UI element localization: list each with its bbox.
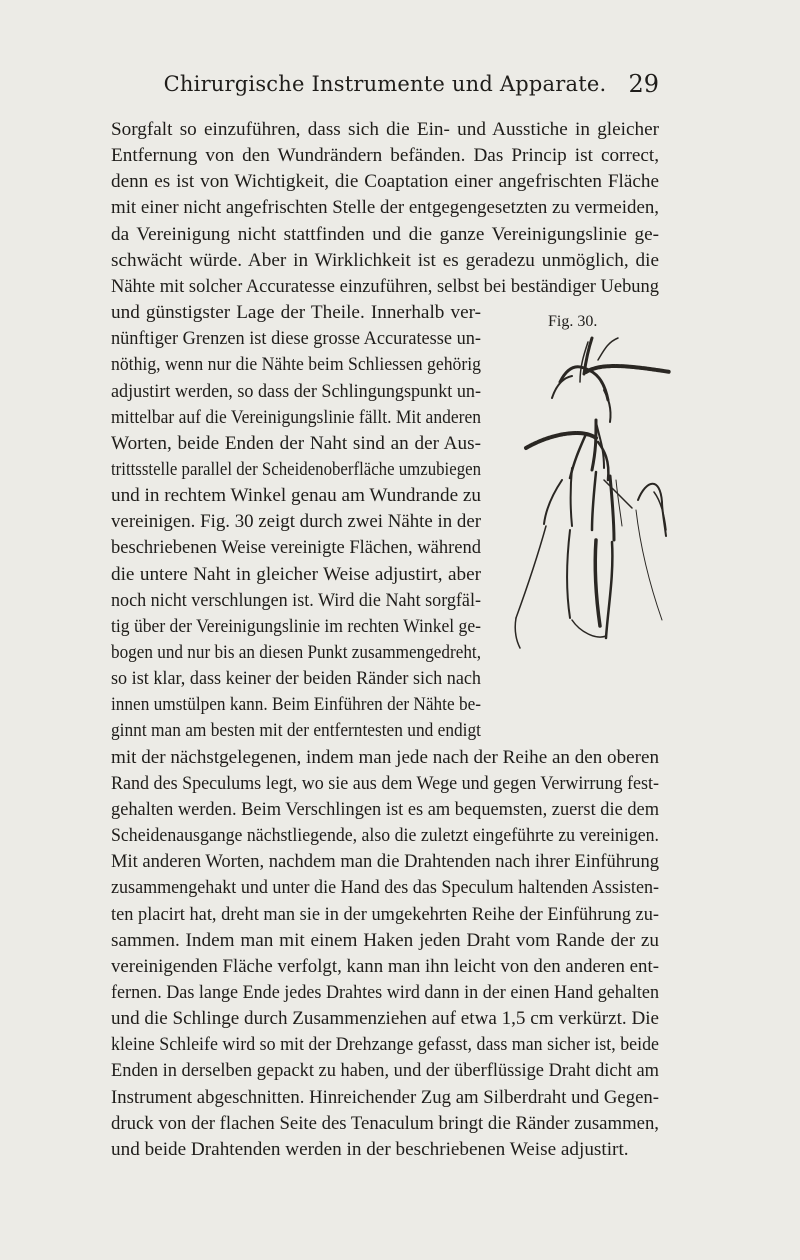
text-line: schwächt würde. Aber in Wirklichkeit ist es geradezu unmöglich, die [111,249,659,271]
page-header [111,70,659,106]
text-line: Enden in derselben gepackt zu haben, und der überflüssige Draht dicht am [111,1060,659,1082]
suture-figure-icon [500,330,675,690]
text-line: und beide Drahtenden werden in der beschriebenen Weise adjustirt. [111,1138,629,1160]
text-line: denn es ist von Wichtigkeit, die Coaptation einer angefrischten Fläche [111,171,659,193]
text-line: und günstigster Lage der Theile. Innerhalb ver- [111,302,481,324]
page-number: 29 [628,70,659,98]
text-line: und in rechtem Winkel genau am Wundrande zu [111,485,481,507]
text-line: Entfernung von den Wundrändern befänden. Das Princip ist correct, [111,145,659,167]
text-line: ginnt man am besten mit der entferntesten und endigt [111,720,481,742]
text-line: Nähte mit solcher Accuratesse einzuführen, selbst bei beständiger Uebung [111,275,659,297]
text-line: zusammengehakt und unter die Hand des das Speculum haltenden Assisten- [111,877,659,899]
text-line: da Vereinigung nicht stattfinden und die ganze Vereinigungslinie ge- [111,223,659,245]
text-line: noch nicht verschlungen ist. Wird die Naht sorgfäl- [111,589,481,611]
text-line: mit der nächstgelegenen, indem man jede nach der Reihe an den oberen [111,746,659,768]
text-line: die untere Naht in gleicher Weise adjustirt, aber [111,563,481,585]
text-line: gehalten werden. Beim Verschlingen ist es am bequemsten, zuerst die dem [111,798,659,820]
text-line: Instrument abgeschnitten. Hinreichender Zug am Silberdraht und Gegen- [111,1086,659,1108]
text-line: mittelbar auf die Vereinigungslinie fällt. Mit anderen [111,406,481,428]
text-line: innen umstülpen kann. Beim Einführen der Nähte be- [111,694,481,716]
text-line: kleine Schleife wird so mit der Drehzange gefasst, dass man sicher ist, beide [111,1034,659,1056]
text-line: Scheidenausgange nächstliegende, also die zuletzt eingeführte zu vereinigen. [111,825,659,847]
figure-caption: Fig. 30. [548,313,598,330]
text-line: Mit anderen Worten, nachdem man die Drahtenden nach ihrer Einführung [111,851,659,873]
text-line: so ist klar, dass keiner der beiden Ränder sich nach [111,668,481,690]
running-title: Chirurgische Instrumente und Apparate. [163,72,607,96]
text-line: Rand des Speculums legt, wo sie aus dem Wege und gegen Verwirrung fest- [111,772,659,794]
text-line: sammen. Indem man mit einem Haken jeden Draht vom Rande der zu [111,929,659,951]
text-line: vereinigenden Fläche verfolgt, kann man ihn leicht von den anderen ent- [111,955,659,977]
text-line: trittsstelle parallel der Scheidenoberfläche umzubiegen [111,458,481,480]
text-line: Sorgfalt so einzuführen, dass sich die Ein- und Ausstiche in gleicher [111,119,659,140]
text-line: Worten, beide Enden der Naht sind an der Aus- [111,432,481,454]
text-line: nünftiger Grenzen ist diese grosse Accuratesse un- [111,328,481,350]
text-line: nöthig, wenn nur die Nähte beim Schliessen gehörig [111,354,481,376]
text-line: adjustirt werden, so dass der Schlingungspunkt un- [111,380,481,402]
text-line: druck von der flachen Seite des Tenaculum bringt die Ränder zusammen, [111,1112,659,1134]
text-line: tig über der Vereinigungslinie im rechten Winkel ge- [111,615,481,637]
text-line: mit einer nicht angefrischten Stelle der entgegengesetzten zu vermeiden, [111,197,659,219]
text-line: und die Schlinge durch Zusammenziehen auf etwa 1,5 cm verkürzt. Die [111,1008,659,1030]
text-line: vereinigen. Fig. 30 zeigt durch zwei Nähte in der [111,511,481,533]
text-line: fernen. Das lange Ende jedes Drahtes wird dann in der einen Hand gehalten [111,981,659,1003]
text-line: bogen und nur bis an diesen Punkt zusammengedreht, [111,642,481,663]
text-line: ten placirt hat, dreht man sie in der umgekehrten Reihe der Einführung zu- [111,903,659,925]
text-line: beschriebenen Weise vereinigte Flächen, während [111,537,481,559]
